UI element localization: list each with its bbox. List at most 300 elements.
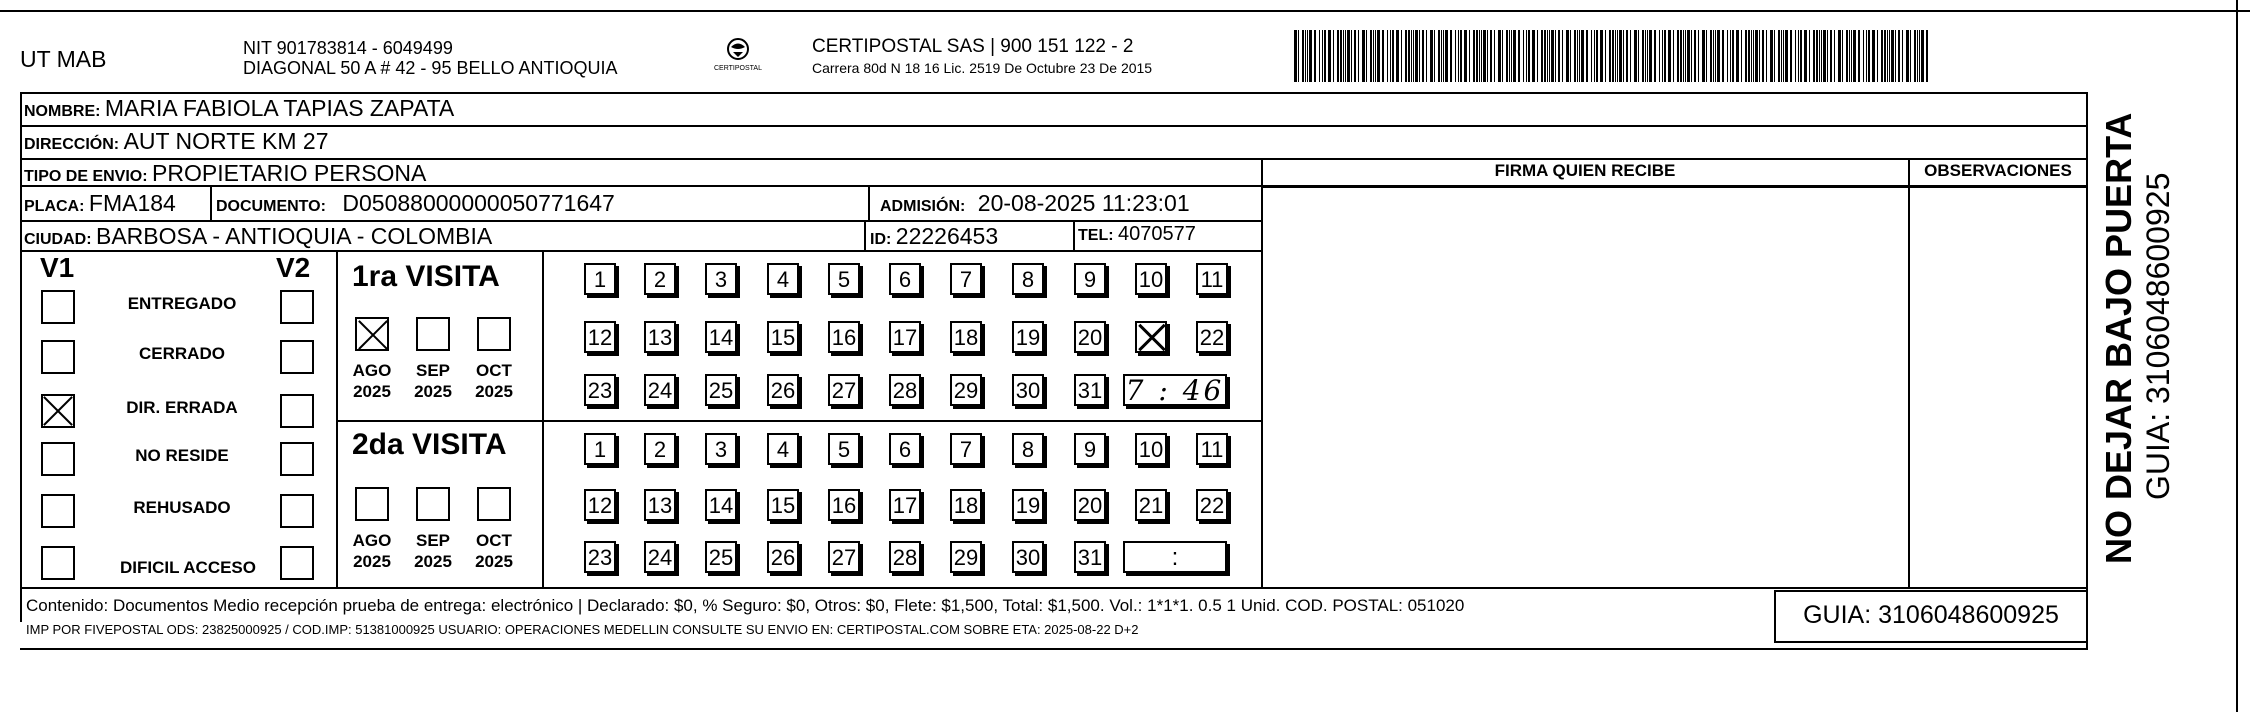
first-visit-day-10[interactable]: 10 bbox=[1135, 263, 1167, 295]
barcode-bar bbox=[1426, 30, 1427, 82]
second-visit-day-31[interactable]: 31 bbox=[1074, 541, 1106, 573]
barcode-bar bbox=[1612, 30, 1614, 82]
first-visit-month-checkbox[interactable] bbox=[477, 317, 511, 351]
second-visit-day-8[interactable]: 8 bbox=[1012, 433, 1044, 465]
barcode-bar bbox=[1430, 30, 1433, 82]
v1-checkbox-2[interactable] bbox=[41, 394, 75, 428]
v1-checkbox-3[interactable] bbox=[41, 442, 75, 476]
tel-label: TEL: bbox=[1078, 227, 1114, 244]
barcode-bar bbox=[1422, 30, 1424, 82]
second-visit-day-20[interactable]: 20 bbox=[1074, 489, 1106, 521]
barcode-bar bbox=[1443, 30, 1444, 82]
second-visit-day-27[interactable]: 27 bbox=[828, 541, 860, 573]
second-visit-month-checkbox[interactable] bbox=[355, 487, 389, 521]
second-visit-day-13[interactable]: 13 bbox=[644, 489, 676, 521]
barcode-bar bbox=[1774, 30, 1775, 82]
first-visit-day-17[interactable]: 17 bbox=[889, 321, 921, 353]
tipo-envio-value: PROPIETARIO PERSONA bbox=[152, 160, 427, 186]
barcode-bar bbox=[1307, 30, 1308, 82]
barcode-bar bbox=[1798, 30, 1799, 82]
first-visit-day-1[interactable]: 1 bbox=[584, 263, 616, 295]
second-visit-month-checkbox[interactable] bbox=[416, 487, 450, 521]
barcode-bar bbox=[1698, 30, 1699, 82]
barcode-bar bbox=[1816, 30, 1818, 82]
barcode-bar bbox=[1834, 30, 1835, 82]
barcode-bar bbox=[1555, 30, 1556, 82]
barcode-bar bbox=[1715, 30, 1716, 82]
second-visit-day-1[interactable]: 1 bbox=[584, 433, 616, 465]
barcode-bar bbox=[1673, 30, 1674, 82]
first-visit-day-28[interactable]: 28 bbox=[889, 374, 921, 406]
barcode-bar bbox=[1483, 30, 1486, 82]
first-visit-day-11[interactable]: 11 bbox=[1196, 263, 1228, 295]
barcode-bar bbox=[1677, 30, 1679, 82]
first-visit-day-5[interactable]: 5 bbox=[828, 263, 860, 295]
certipostal-license: Carrera 80d N 18 16 Lic. 2519 De Octubre 23 De 2015 bbox=[812, 60, 1153, 76]
barcode-bar bbox=[1630, 30, 1631, 82]
first-visit-day-20[interactable]: 20 bbox=[1074, 321, 1106, 353]
barcode-bar bbox=[1377, 30, 1380, 82]
barcode-bar bbox=[1790, 30, 1792, 82]
second-visit-day-30[interactable]: 30 bbox=[1012, 541, 1044, 573]
barcode-bar bbox=[1872, 30, 1875, 82]
second-visit-day-17[interactable]: 17 bbox=[889, 489, 921, 521]
second-visit-month-label: SEP 2025 bbox=[414, 531, 452, 571]
first-visit-day-29[interactable]: 29 bbox=[950, 374, 982, 406]
barcode-bar bbox=[1664, 30, 1666, 82]
status-label: DIFICIL ACCESO bbox=[119, 558, 256, 577]
second-visit-day-24[interactable]: 24 bbox=[644, 541, 676, 573]
first-visit-day-13[interactable]: 13 bbox=[644, 321, 676, 353]
barcode-bar bbox=[1558, 30, 1560, 82]
barcode-bar bbox=[1745, 30, 1747, 82]
v2-checkbox-1[interactable] bbox=[280, 340, 314, 374]
first-visit-month-label: OCT 2025 bbox=[475, 361, 513, 401]
barcode-bar bbox=[1846, 30, 1848, 82]
first-visit-day-30[interactable]: 30 bbox=[1012, 374, 1044, 406]
first-visit-day-3[interactable]: 3 bbox=[705, 263, 737, 295]
second-visit-day-28[interactable]: 28 bbox=[889, 541, 921, 573]
second-visit-day-23[interactable]: 23 bbox=[584, 541, 616, 573]
barcode-bar bbox=[1579, 30, 1580, 82]
barcode-bar bbox=[1541, 30, 1543, 82]
barcode-bar bbox=[1481, 30, 1482, 82]
barcode-bar bbox=[1819, 30, 1820, 82]
v1-checkbox-4[interactable] bbox=[41, 494, 75, 528]
barcode-bar bbox=[1654, 30, 1656, 82]
first-visit-day-16[interactable]: 16 bbox=[828, 321, 860, 353]
barcode-bar bbox=[1730, 30, 1731, 82]
barcode-bar bbox=[1577, 30, 1578, 82]
first-visit-day-14[interactable]: 14 bbox=[705, 321, 737, 353]
barcode-bar bbox=[1401, 30, 1402, 82]
firma-label: FIRMA QUIEN RECIBE bbox=[1494, 161, 1676, 180]
barcode-bar bbox=[1891, 30, 1894, 82]
second-visit-day-11[interactable]: 11 bbox=[1196, 433, 1228, 465]
barcode-bar bbox=[1591, 30, 1592, 82]
second-visit-day-4[interactable]: 4 bbox=[767, 433, 799, 465]
barcode-bar bbox=[1626, 30, 1628, 82]
barcode-bar bbox=[1877, 30, 1878, 82]
barcode-bar bbox=[1713, 30, 1714, 82]
barcode-bar bbox=[1526, 30, 1527, 82]
ciudad-label: CIUDAD: bbox=[24, 231, 92, 248]
nombre-value: MARIA FABIOLA TAPIAS ZAPATA bbox=[104, 95, 455, 121]
barcode-bar bbox=[1570, 30, 1571, 82]
barcode-bar bbox=[1662, 30, 1663, 82]
v2-checkbox-0[interactable] bbox=[280, 290, 314, 324]
barcode-bar bbox=[1827, 30, 1828, 82]
barcode-bar bbox=[1727, 30, 1728, 82]
second-visit-day-12[interactable]: 12 bbox=[584, 489, 616, 521]
barcode-bar bbox=[1732, 30, 1734, 82]
tel-value: 4070577 bbox=[1118, 223, 1196, 245]
barcode-bar bbox=[1755, 30, 1758, 82]
first-visit-day-22[interactable]: 22 bbox=[1196, 321, 1228, 353]
barcode-bar bbox=[1902, 30, 1903, 82]
barcode-bar bbox=[1396, 30, 1399, 82]
barcode-bar bbox=[1691, 30, 1692, 82]
barcode-bar bbox=[1623, 30, 1624, 82]
barcode-bar bbox=[1926, 30, 1928, 82]
barcode-bar bbox=[1441, 30, 1442, 82]
barcode-bar bbox=[1333, 30, 1334, 82]
barcode-bar bbox=[1617, 30, 1618, 82]
barcode-bar bbox=[1382, 30, 1384, 82]
certipostal-logo bbox=[708, 36, 768, 80]
first-visit-day-12[interactable]: 12 bbox=[584, 321, 616, 353]
barcode-bar bbox=[1302, 30, 1304, 82]
barcode-bar bbox=[1914, 30, 1916, 82]
first-visit-day-27[interactable]: 27 bbox=[828, 374, 860, 406]
barcode-bar bbox=[1566, 30, 1569, 82]
barcode-bar bbox=[1458, 30, 1459, 82]
imp-text: IMP POR FIVEPOSTAL ODS: 23825000925 / COD.IMP: 51381000925 USUARIO: OPERACIONES MEDELLIN CONSULTE SU ENVIO EN: CERTIPOSTAL.COM SOBRE ETA: 2025-08-22 D+2 bbox=[26, 622, 1139, 637]
barcode-bar bbox=[1490, 30, 1492, 82]
barcode-bar bbox=[1581, 30, 1584, 82]
barcode-bar bbox=[1370, 30, 1372, 82]
v2-header: V2 bbox=[276, 252, 311, 283]
barcode-bar bbox=[1324, 30, 1326, 82]
first-visit-month-label: AGO 2025 bbox=[352, 361, 392, 401]
barcode-bar bbox=[1866, 30, 1867, 82]
barcode-bar bbox=[1800, 30, 1802, 82]
barcode-bar bbox=[1513, 30, 1516, 82]
second-visit-day-5[interactable]: 5 bbox=[828, 433, 860, 465]
first-visit-day-4[interactable]: 4 bbox=[767, 263, 799, 295]
barcode-bar bbox=[1609, 30, 1611, 82]
documento-value: D05088000000050771647 bbox=[342, 190, 615, 216]
barcode-bar bbox=[1537, 30, 1538, 82]
second-visit-title: 2da VISITA bbox=[352, 428, 507, 461]
sender-address: DIAGONAL 50 A # 42 - 95 BELLO ANTIOQUIA bbox=[243, 58, 618, 78]
barcode-bar bbox=[1778, 30, 1780, 82]
barcode-bar bbox=[1849, 30, 1850, 82]
barcode bbox=[1294, 30, 1930, 82]
admision-label: ADMISIÓN: bbox=[880, 198, 966, 215]
barcode-bar bbox=[1413, 30, 1414, 82]
barcode-bar bbox=[1358, 30, 1359, 82]
barcode-bar bbox=[1783, 30, 1784, 82]
v2-checkbox-4[interactable] bbox=[280, 494, 314, 528]
first-visit-day-23[interactable]: 23 bbox=[584, 374, 616, 406]
barcode-bar bbox=[1766, 30, 1767, 82]
second-visit-day-29[interactable]: 29 bbox=[950, 541, 982, 573]
second-visit-day-10[interactable]: 10 bbox=[1135, 433, 1167, 465]
barcode-bar bbox=[1362, 30, 1365, 82]
status-label: ENTREGADO bbox=[127, 294, 237, 313]
barcode-bar bbox=[1511, 30, 1512, 82]
contenido-text: Contenido: Documentos Medio recepción prueba de entrega: electrónico | Declarado: $0, % Seguro: $0, Otros: $0, Flete: $1,500, Total: $1,500. Vol.: 1*1*1. 0.5 1 Unid. COD. POSTAL: 051020 bbox=[26, 596, 1465, 615]
first-visit-day-26[interactable]: 26 bbox=[767, 374, 799, 406]
barcode-bar bbox=[1494, 30, 1495, 82]
barcode-bar bbox=[1753, 30, 1754, 82]
second-visit-day-19[interactable]: 19 bbox=[1012, 489, 1044, 521]
barcode-bar bbox=[1842, 30, 1843, 82]
barcode-bar bbox=[1562, 30, 1563, 82]
second-visit-day-14[interactable]: 14 bbox=[705, 489, 737, 521]
barcode-bar bbox=[1619, 30, 1622, 82]
barcode-bar bbox=[1851, 30, 1852, 82]
first-visit-day-2[interactable]: 2 bbox=[644, 263, 676, 295]
barcode-bar bbox=[1509, 30, 1510, 82]
barcode-bar bbox=[1419, 30, 1420, 82]
side-guia: GUIA: 3106048600925 bbox=[2140, 172, 2176, 500]
barcode-bar bbox=[1615, 30, 1616, 82]
barcode-bar bbox=[1785, 30, 1788, 82]
barcode-bar bbox=[1921, 30, 1924, 82]
barcode-bar bbox=[1387, 30, 1388, 82]
first-visit-day-25[interactable]: 25 bbox=[705, 374, 737, 406]
barcode-bar bbox=[1881, 30, 1883, 82]
barcode-bar bbox=[1476, 30, 1478, 82]
v2-checkbox-3[interactable] bbox=[280, 442, 314, 476]
v2-checkbox-5[interactable] bbox=[280, 546, 314, 580]
first-visit-day-8[interactable]: 8 bbox=[1012, 263, 1044, 295]
barcode-bar bbox=[1906, 30, 1909, 82]
placa-value: FMA184 bbox=[88, 190, 176, 216]
footer-guia: GUIA: 3106048600925 bbox=[1803, 601, 2059, 629]
barcode-bar bbox=[1645, 30, 1646, 82]
barcode-bar bbox=[1702, 30, 1705, 82]
v1-header: V1 bbox=[40, 252, 75, 283]
barcode-bar bbox=[1574, 30, 1576, 82]
barcode-bar bbox=[1710, 30, 1712, 82]
barcode-bar bbox=[1594, 30, 1595, 82]
barcode-bar bbox=[1638, 30, 1639, 82]
barcode-bar bbox=[1390, 30, 1391, 82]
first-visit-month-checkbox[interactable] bbox=[416, 317, 450, 351]
barcode-bar bbox=[1551, 30, 1554, 82]
second-visit-day-6[interactable]: 6 bbox=[889, 433, 921, 465]
ciudad-value: BARBOSA - ANTIOQUIA - COLOMBIA bbox=[96, 223, 493, 249]
barcode-bar bbox=[1340, 30, 1342, 82]
id-value: 22226453 bbox=[895, 223, 999, 249]
second-visit-day-9[interactable]: 9 bbox=[1074, 433, 1106, 465]
barcode-bar bbox=[1434, 30, 1435, 82]
barcode-bar bbox=[1337, 30, 1339, 82]
barcode-bar bbox=[1294, 30, 1297, 82]
second-visit-month-checkbox[interactable] bbox=[477, 487, 511, 521]
barcode-bar bbox=[1473, 30, 1475, 82]
barcode-bar bbox=[1889, 30, 1890, 82]
second-visit-day-16[interactable]: 16 bbox=[828, 489, 860, 521]
barcode-bar bbox=[1795, 30, 1796, 82]
barcode-bar bbox=[1345, 30, 1346, 82]
barcode-bar bbox=[1547, 30, 1548, 82]
second-visit-day-3[interactable]: 3 bbox=[705, 433, 737, 465]
status-label: DIR. ERRADA bbox=[126, 398, 238, 417]
barcode-bar bbox=[1460, 30, 1462, 82]
barcode-bar bbox=[1830, 30, 1832, 82]
v1-checkbox-5[interactable] bbox=[41, 546, 75, 580]
first-visit-day-7[interactable]: 7 bbox=[950, 263, 982, 295]
first-visit-day-19[interactable]: 19 bbox=[1012, 321, 1044, 353]
barcode-bar bbox=[1770, 30, 1773, 82]
barcode-bar bbox=[1762, 30, 1764, 82]
barcode-bar bbox=[1408, 30, 1410, 82]
second-visit-day-18[interactable]: 18 bbox=[950, 489, 982, 521]
barcode-bar bbox=[1884, 30, 1886, 82]
barcode-bar bbox=[1544, 30, 1546, 82]
tipo-envio-label: TIPO DE ENVIO: bbox=[24, 168, 148, 185]
barcode-bar bbox=[1895, 30, 1896, 82]
barcode-bar bbox=[1804, 30, 1807, 82]
first-visit-day-24[interactable]: 24 bbox=[644, 374, 676, 406]
first-visit-title: 1ra VISITA bbox=[352, 260, 500, 293]
v1-checkbox-0[interactable] bbox=[41, 290, 75, 324]
barcode-bar bbox=[1813, 30, 1815, 82]
barcode-bar bbox=[1328, 30, 1331, 82]
second-visit-day-21[interactable]: 21 bbox=[1135, 489, 1167, 521]
first-visit-day-15[interactable]: 15 bbox=[767, 321, 799, 353]
barcode-bar bbox=[1748, 30, 1750, 82]
barcode-bar bbox=[1706, 30, 1707, 82]
barcode-bar bbox=[1722, 30, 1724, 82]
barcode-bar bbox=[1464, 30, 1467, 82]
barcode-bar bbox=[1917, 30, 1918, 82]
barcode-bar bbox=[1868, 30, 1870, 82]
barcode-bar bbox=[1919, 30, 1920, 82]
second-visit-day-26[interactable]: 26 bbox=[767, 541, 799, 573]
barcode-bar bbox=[1319, 30, 1320, 82]
barcode-bar bbox=[1343, 30, 1344, 82]
barcode-bar bbox=[1668, 30, 1671, 82]
barcode-bar bbox=[1411, 30, 1412, 82]
barcode-bar bbox=[1781, 30, 1782, 82]
barcode-bar bbox=[1351, 30, 1352, 82]
barcode-bar bbox=[1898, 30, 1900, 82]
second-visit-time[interactable]: : bbox=[1123, 541, 1227, 573]
second-visit-day-7[interactable]: 7 bbox=[950, 433, 982, 465]
barcode-bar bbox=[1415, 30, 1418, 82]
placa-label: PLACA: bbox=[24, 198, 85, 215]
certipostal-title: CERTIPOSTAL SAS | 900 151 122 - 2 bbox=[812, 36, 1134, 57]
barcode-bar bbox=[1659, 30, 1660, 82]
barcode-bar bbox=[1309, 30, 1312, 82]
barcode-bar bbox=[1759, 30, 1760, 82]
barcode-bar bbox=[1821, 30, 1822, 82]
barcode-bar bbox=[1523, 30, 1524, 82]
barcode-bar bbox=[1528, 30, 1530, 82]
barcode-bar bbox=[1717, 30, 1720, 82]
barcode-bar bbox=[1596, 30, 1598, 82]
barcode-bar bbox=[1683, 30, 1684, 82]
barcode-bar bbox=[1838, 30, 1841, 82]
barcode-bar bbox=[1298, 30, 1299, 82]
direccion-value: AUT NORTE KM 27 bbox=[123, 128, 329, 154]
barcode-bar bbox=[1455, 30, 1456, 82]
second-visit-month-label: OCT 2025 bbox=[475, 531, 513, 571]
barcode-bar bbox=[1549, 30, 1550, 82]
first-visit-day-6[interactable]: 6 bbox=[889, 263, 921, 295]
second-visit-day-2[interactable]: 2 bbox=[644, 433, 676, 465]
barcode-bar bbox=[1736, 30, 1739, 82]
v1-checkbox-1[interactable] bbox=[41, 340, 75, 374]
svg-text:CERTIPOSTAL: CERTIPOSTAL bbox=[714, 65, 762, 72]
barcode-bar bbox=[1305, 30, 1306, 82]
barcode-bar bbox=[1518, 30, 1520, 82]
barcode-bar bbox=[1887, 30, 1888, 82]
admision-value: 20-08-2025 11:23:01 bbox=[977, 190, 1190, 216]
barcode-bar bbox=[1586, 30, 1588, 82]
barcode-bar bbox=[1687, 30, 1690, 82]
barcode-bar bbox=[1853, 30, 1856, 82]
second-visit-day-25[interactable]: 25 bbox=[705, 541, 737, 573]
first-visit-day-18[interactable]: 18 bbox=[950, 321, 982, 353]
nit-text: NIT 901783814 - 6049499 bbox=[243, 38, 453, 58]
barcode-bar bbox=[1375, 30, 1376, 82]
barcode-bar bbox=[1445, 30, 1448, 82]
barcode-bar bbox=[1487, 30, 1488, 82]
status-label: CERRADO bbox=[139, 344, 225, 363]
barcode-bar bbox=[1647, 30, 1648, 82]
first-visit-day-9[interactable]: 9 bbox=[1074, 263, 1106, 295]
barcode-bar bbox=[1694, 30, 1696, 82]
barcode-bar bbox=[1741, 30, 1742, 82]
barcode-bar bbox=[1685, 30, 1686, 82]
first-visit-time[interactable]: 7 : 46 bbox=[1123, 374, 1227, 406]
barcode-bar bbox=[1450, 30, 1452, 82]
barcode-bar bbox=[1506, 30, 1508, 82]
first-visit-month-checkbox[interactable] bbox=[355, 317, 389, 351]
barcode-bar bbox=[1502, 30, 1503, 82]
first-visit-day-31[interactable]: 31 bbox=[1074, 374, 1106, 406]
id-label: ID: bbox=[870, 231, 892, 248]
first-visit-month-label: SEP 2025 bbox=[414, 361, 452, 401]
barcode-bar bbox=[1532, 30, 1535, 82]
barcode-bar bbox=[1366, 30, 1367, 82]
barcode-bar bbox=[1347, 30, 1350, 82]
barcode-bar bbox=[1438, 30, 1440, 82]
first-visit-day-21[interactable] bbox=[1135, 321, 1167, 353]
barcode-bar bbox=[1649, 30, 1652, 82]
v2-checkbox-2[interactable] bbox=[280, 394, 314, 428]
status-label: NO RESIDE bbox=[135, 446, 229, 465]
barcode-bar bbox=[1642, 30, 1644, 82]
barcode-bar bbox=[1469, 30, 1470, 82]
barcode-bar bbox=[1322, 30, 1323, 82]
second-visit-day-22[interactable]: 22 bbox=[1196, 489, 1228, 521]
barcode-bar bbox=[1314, 30, 1316, 82]
observaciones-label: OBSERVACIONES bbox=[1924, 161, 2072, 180]
barcode-bar bbox=[1809, 30, 1810, 82]
barcode-bar bbox=[1405, 30, 1407, 82]
barcode-bar bbox=[1498, 30, 1501, 82]
second-visit-day-15[interactable]: 15 bbox=[767, 489, 799, 521]
barcode-bar bbox=[1354, 30, 1356, 82]
barcode-bar bbox=[1823, 30, 1826, 82]
